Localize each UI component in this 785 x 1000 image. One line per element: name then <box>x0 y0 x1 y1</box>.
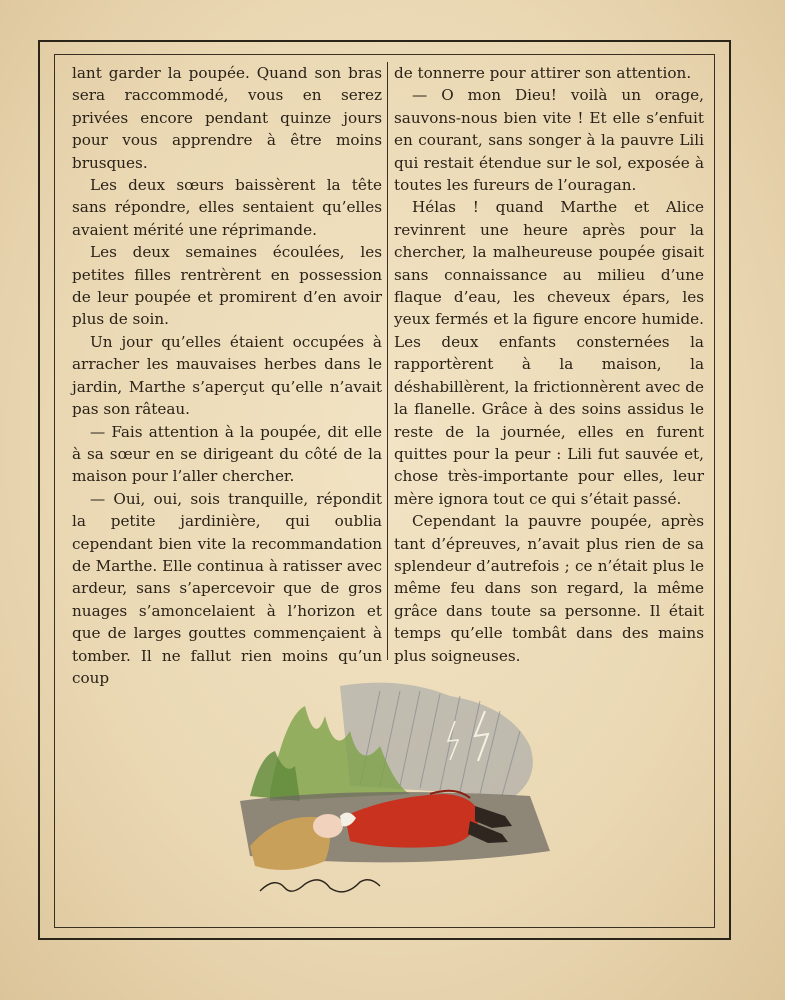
paragraph: Les deux semaines écoulées, les petites filles rentrèrent en possession de leur poupée et promirent d’en avoir plus de soin. <box>72 243 382 329</box>
artist-signature <box>260 880 380 892</box>
paragraph: Cependant la pauvre poupée, après tant d’épreuves, n’avait plus rien de sa splendeur d’autrefois ; ce n’était plus le même feu dans son regard, la même grâce dans toute sa personne. Il était temps qu’elle tombât dans des mains plus soigneuses. <box>394 512 704 665</box>
paragraph: — O mon Dieu! voilà un orage, sauvons-nous bien vite ! Et elle s’enfuit en courant, sans songer à la pauvre Lili qui restait étendue sur le sol, exposée à toutes les fureurs de l’ouragan. <box>394 86 704 195</box>
paragraph: Hélas ! quand Marthe et Alice revinrent une heure après pour la chercher, la malheureuse poupée gisait sans connaissance au milieu d’une flaque d’eau, les cheveux épars, les yeux fermés et la figure encore humide. Les deux enfants consternées la rapportèrent à la maison, la déshabillèrent, la frictionnèrent avec de la flanelle. Grâce à des soins assidus le reste de la journée, elles en furent quittes pour la peur : Lili fut sauvée et, chose très-importante pour elles, leur mère ignora tout ce qui s’était passé. <box>394 198 704 508</box>
doll-in-rain-illustration <box>230 676 560 916</box>
doll-face <box>313 814 343 838</box>
paragraph: de tonnerre pour attirer son attention. <box>394 64 692 82</box>
left-text-column <box>72 62 382 689</box>
paragraph: — Oui, oui, sois tranquille, répondit la petite jardinière, qui oublia cependant bien vite la recommandation de Marthe. Elle continua à ratisser avec ardeur, sans s’apercevoir que de gros nuages s’amoncelaient à l’horizon et que de larges gouttes commençaient à tomber. Il ne fallut rien moins qu’un coup <box>72 489 382 687</box>
paragraph: Un jour qu’elles étaient occupées à arracher les mauvaises herbes dans le jardin, Marthe s’aperçut qu’elle n’avait pas son râteau. <box>72 332 382 419</box>
column-divider <box>387 62 388 660</box>
paragraph: — Fais attention à la poupée, dit elle à sa sœur en se dirigeant du côté de la maison pour l’aller chercher. <box>72 422 382 486</box>
right-text-column <box>394 62 704 667</box>
paragraph: lant garder la poupée. Quand son bras sera raccommodé, vous en serez privées encore pendant quinze jours pour vous apprendre à être moins brusques. <box>72 64 382 172</box>
paragraph: Les deux sœurs baissèrent la tête sans répondre, elles sentaient qu’elles avaient mérité une réprimande. <box>72 176 382 239</box>
